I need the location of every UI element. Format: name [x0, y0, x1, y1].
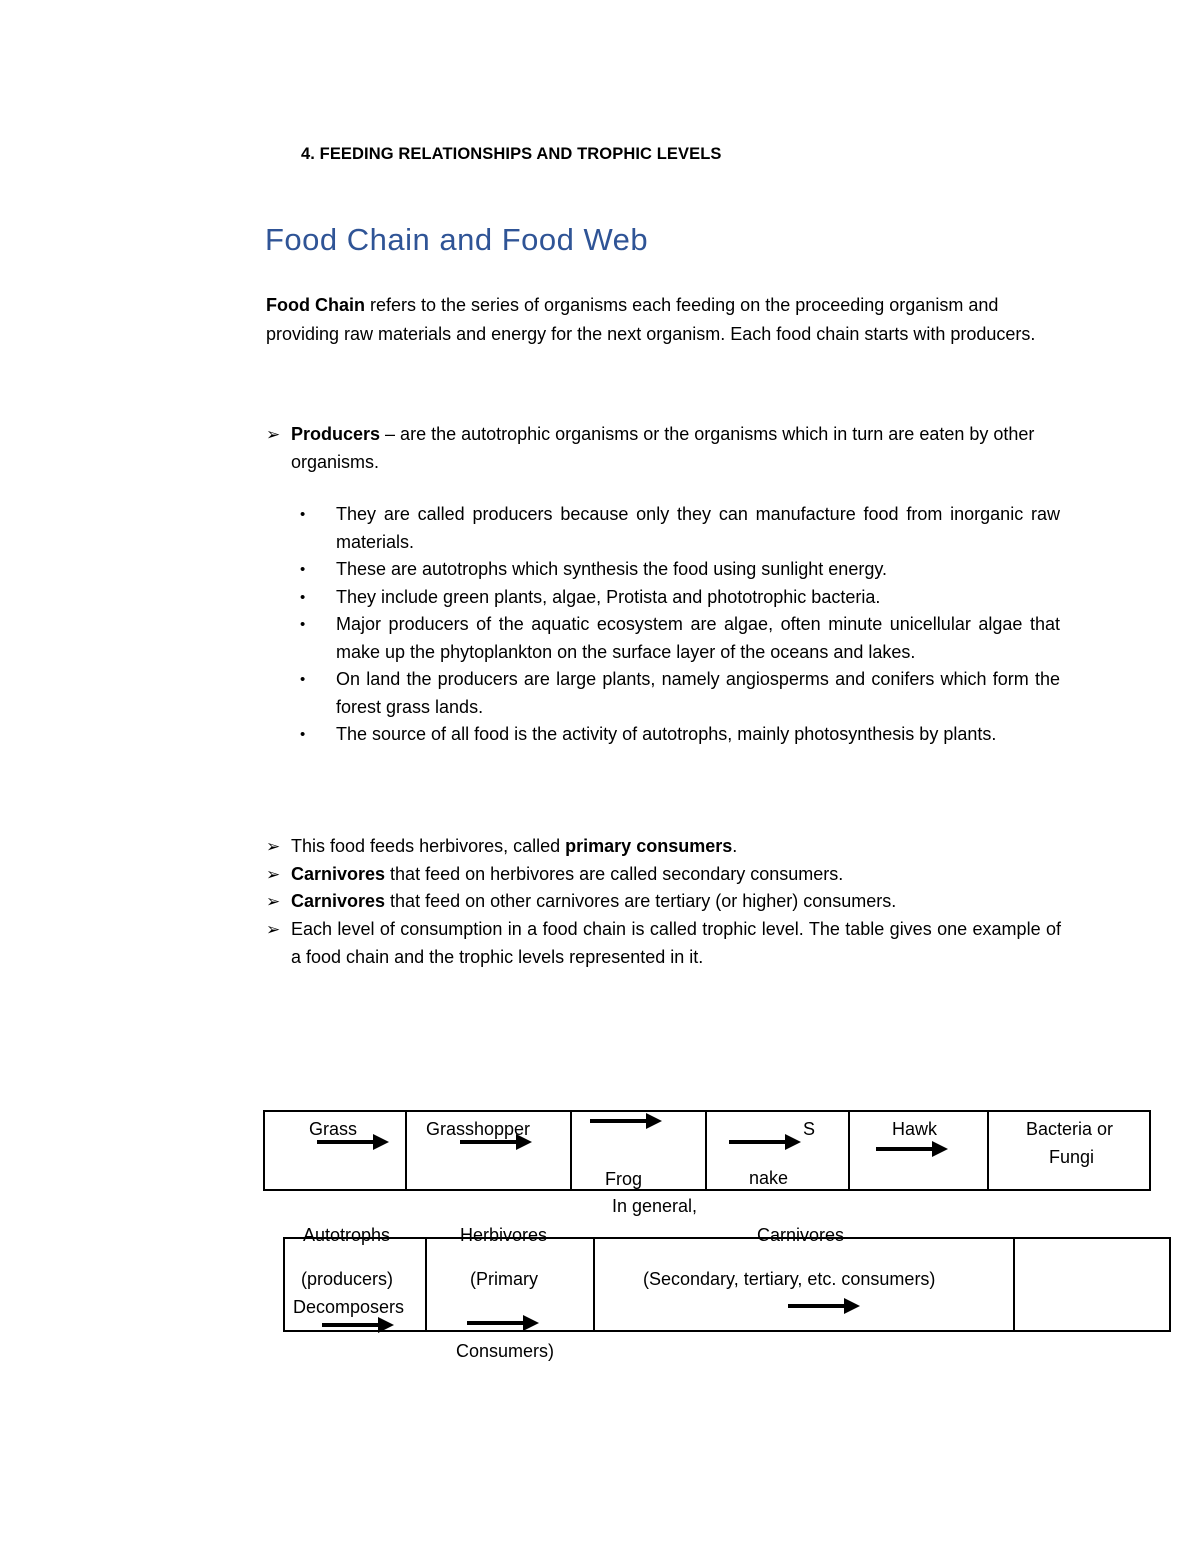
arrowhead-bullet-icon: ➢: [266, 892, 281, 911]
producers-text: – are the autotrophic organisms or the organisms which in turn are eaten by other organisms.: [291, 424, 1035, 472]
cell-grasshopper: Grasshopper: [407, 1112, 572, 1189]
trophic-general-table: [283, 1237, 1171, 1332]
list-item: • Major producers of the aquatic ecosystem are algae, often minute unicellular algae that make up the phytoplankton on the surface layer of the oceans and lakes.: [300, 611, 1060, 666]
section-title: 4. FEEDING RELATIONSHIPS AND TROPHIC LEVELS: [301, 145, 722, 163]
cell-carnivores: (Secondary, tertiary, etc. consumers): [595, 1239, 1015, 1330]
herbivores-label: Herbivores: [460, 1225, 548, 1245]
arrow-right-icon: [467, 1321, 525, 1325]
list-item: • They include green plants, algae, Protista and phototrophic bacteria.: [300, 584, 1060, 612]
bullet-dot-icon: •: [300, 506, 306, 523]
arrow-right-icon: [460, 1140, 518, 1144]
list-item: • On land the producers are large plants, namely angiosperms and conifers which form the forest grass lands.: [300, 666, 1060, 721]
arrow-right-icon: [876, 1147, 934, 1151]
consumer-item-primary: ➢ This food feeds herbivores, called primary consumers.: [266, 833, 1061, 861]
bullet-dot-icon: •: [300, 671, 306, 688]
arrow-right-icon: [729, 1140, 787, 1144]
list-item: • These are autotrophs which synthesis the food using sunlight energy.: [300, 556, 1060, 584]
list-item: • The source of all food is the activity of autotrophs, mainly photosynthesis by plants.: [300, 721, 1060, 749]
arrow-right-icon: [322, 1323, 380, 1327]
bullet-dot-icon: •: [300, 561, 306, 578]
consumer-item-secondary: ➢ Carnivores that feed on herbivores are called secondary consumers.: [266, 861, 1061, 889]
producers-bullet-list: [300, 501, 1060, 749]
page-heading: Food Chain and Food Web: [265, 222, 649, 257]
producers-item: [266, 421, 1061, 476]
cell-herbivores: (Primary: [427, 1239, 595, 1330]
cell-bacteria: Bacteria or Fungi: [1026, 1119, 1114, 1167]
arrow-right-icon: [788, 1304, 846, 1308]
consumer-item-trophic: ➢ Each level of consumption in a food chain is called trophic level. The table gives one example of a food chain and the trophic levels represented in it.: [266, 916, 1061, 971]
cell-autotrophs: (producers) Decomposers: [285, 1239, 427, 1330]
carnivores-label: Carnivores: [757, 1225, 845, 1245]
producers-bold-term: Producers: [291, 424, 381, 444]
list-item: • They are called producers because only they can manufacture food from inorganic raw materials.: [300, 501, 1060, 556]
arrow-right-icon: [317, 1140, 375, 1144]
bullet-dot-icon: •: [300, 588, 306, 606]
cell-grass: Grass: [265, 1112, 407, 1189]
arrowhead-bullet-icon: ➢: [266, 425, 281, 444]
arrowhead-bullet-icon: ➢: [266, 920, 281, 939]
in-general-label: In general,: [612, 1196, 698, 1216]
arrowhead-bullet-icon: ➢: [266, 865, 281, 884]
arrowhead-bullet-icon: ➢: [266, 837, 281, 856]
arrow-right-icon: [590, 1119, 648, 1123]
cell-snake: S nake: [707, 1112, 850, 1189]
bullet-dot-icon: •: [300, 726, 306, 743]
intro-paragraph: [266, 291, 1066, 348]
autotrophs-label: Autotrophs: [303, 1225, 391, 1245]
intro-text: refers to the series of organisms each feeding on the proceeding organism and providing raw materials and energy for the next organism. Each food chain starts with producers.: [266, 295, 1036, 344]
bullet-dot-icon: •: [300, 616, 306, 633]
intro-bold-term: Food Chain: [266, 295, 365, 315]
food-chain-table: [263, 1110, 1151, 1191]
cell-hawk: Hawk: [850, 1112, 989, 1189]
cell-empty: [1015, 1239, 1169, 1330]
cell-frog: Frog: [572, 1112, 707, 1189]
consumers-label: Consumers): [456, 1341, 555, 1361]
consumer-item-tertiary: ➢ Carnivores that feed on other carnivores are tertiary (or higher) consumers.: [266, 888, 1061, 916]
